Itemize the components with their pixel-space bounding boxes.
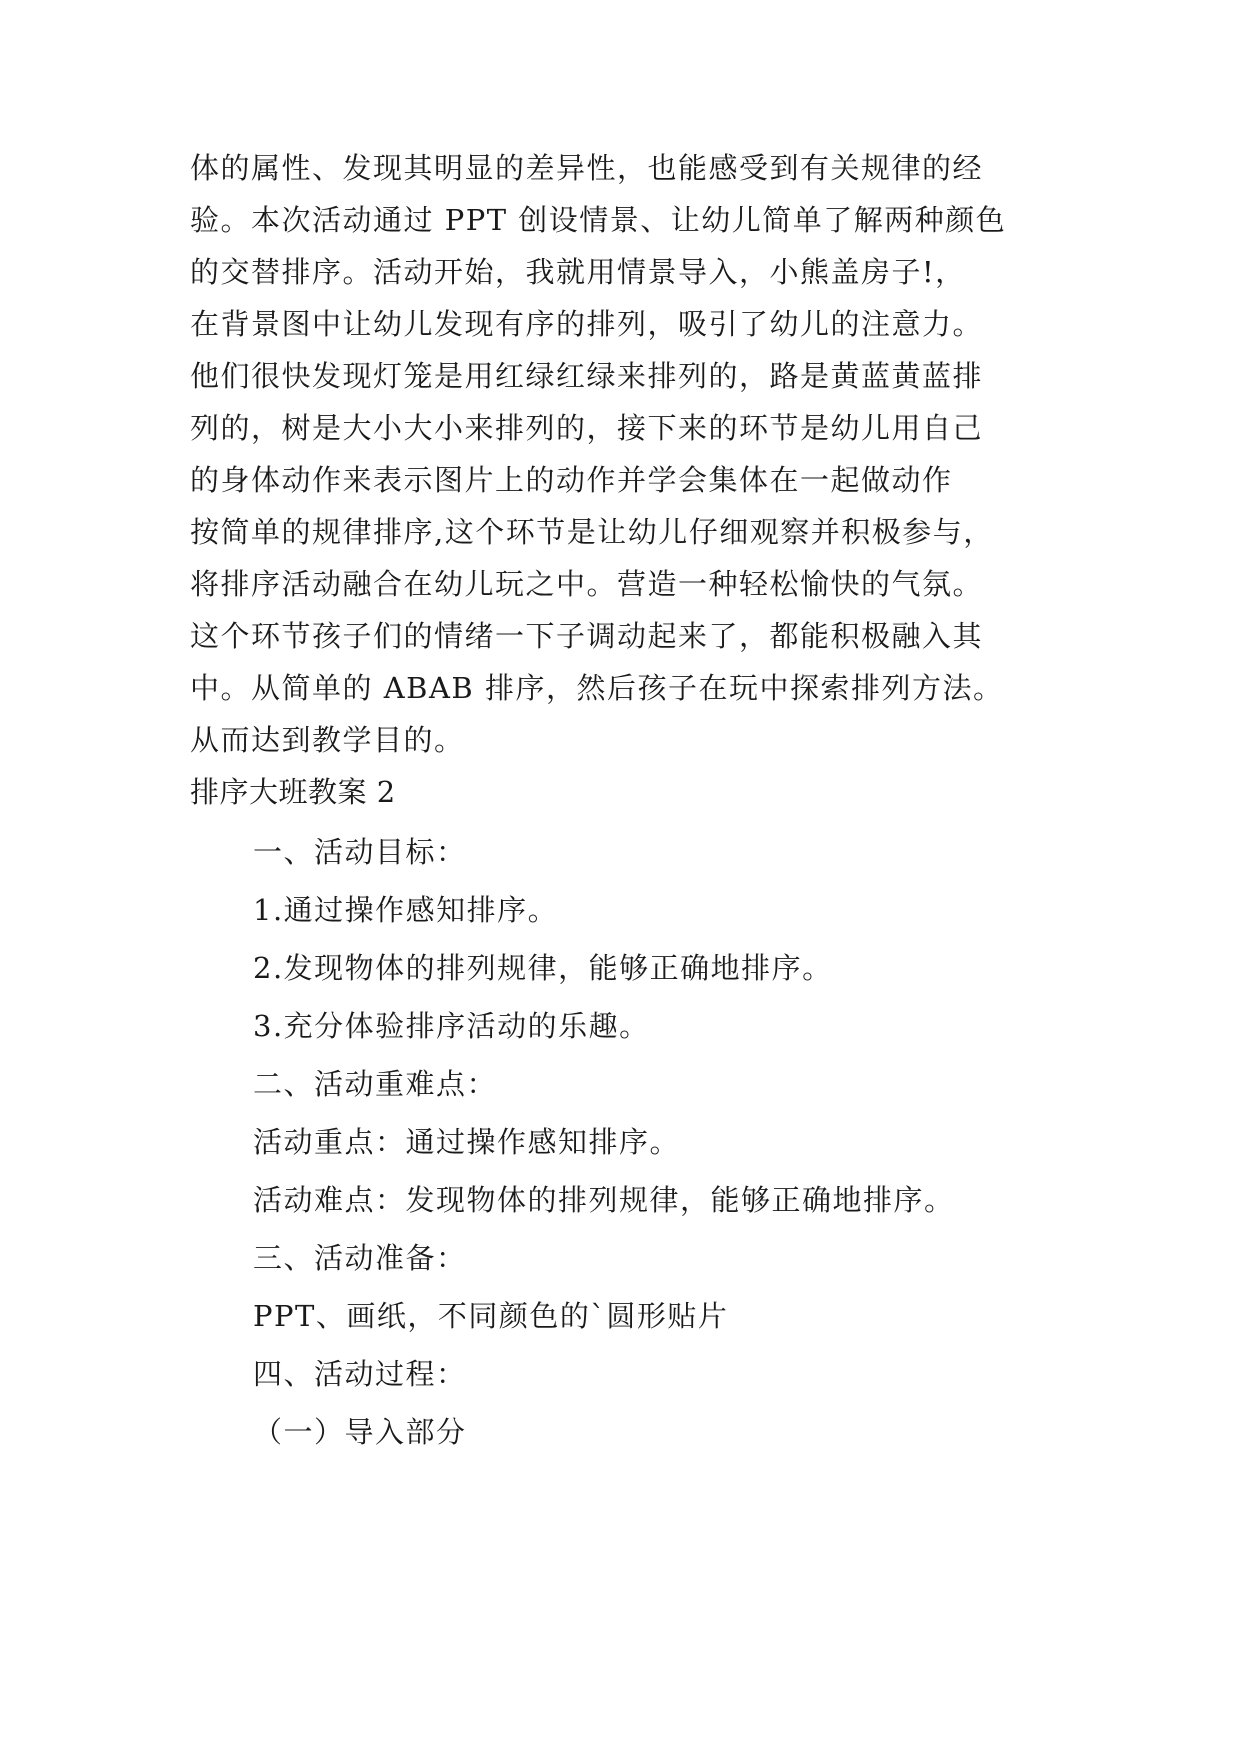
goal-item: 2.发现物体的排列规律，能够正确地排序。 [253, 951, 833, 985]
section-heading-process: 四、活动过程： [253, 1357, 467, 1391]
section-heading-key-points: 二、活动重难点： [253, 1067, 498, 1101]
paragraph-line: 验。本次活动通过 PPT 创设情景、让幼儿简单了解两种颜色 [190, 203, 1007, 237]
paragraph-line: 中。从简单的 ABAB 排序，然后孩子在玩中探索排列方法。 [190, 671, 1004, 705]
section-heading-preparation: 三、活动准备： [253, 1241, 467, 1275]
paragraph-line: 在背景图中让幼儿发现有序的排列，吸引了幼儿的注意力。 [190, 307, 984, 341]
section-title: 排序大班教案 2 [190, 775, 396, 809]
paragraph-line: 列的，树是大小大小来排列的，接下来的环节是幼儿用自己 [190, 411, 984, 445]
paragraph-line: 他们很快发现灯笼是用红绿红绿来排列的，路是黄蓝黄蓝排 [190, 359, 984, 393]
difficulty-item: 活动难点：发现物体的排列规律，能够正确地排序。 [253, 1183, 955, 1217]
paragraph-line: 从而达到教学目的。 [190, 723, 465, 757]
process-subheading: （一）导入部分 [253, 1415, 467, 1449]
paragraph-line: 的身体动作来表示图片上的动作并学会集体在一起做动作 [190, 463, 953, 497]
paragraph-line: 按简单的规律排序,这个环节是让幼儿仔细观察并积极参与， [190, 515, 994, 549]
section-heading-goals: 一、活动目标： [253, 835, 467, 869]
goal-item: 1.通过操作感知排序。 [253, 893, 559, 927]
goal-item: 3.充分体验排序活动的乐趣。 [253, 1009, 650, 1043]
preparation-item: PPT、画纸，不同颜色的`圆形贴片 [253, 1299, 729, 1333]
paragraph-line: 的交替排序。活动开始，我就用情景导入，小熊盖房子!， [190, 255, 966, 289]
paragraph-line: 这个环节孩子们的情绪一下子调动起来了，都能积极融入其 [190, 619, 984, 653]
paragraph-line: 将排序活动融合在幼儿玩之中。营造一种轻松愉快的气氛。 [190, 567, 984, 601]
key-point-item: 活动重点：通过操作感知排序。 [253, 1125, 681, 1159]
paragraph-line: 体的属性、发现其明显的差异性，也能感受到有关规律的经 [190, 151, 984, 185]
